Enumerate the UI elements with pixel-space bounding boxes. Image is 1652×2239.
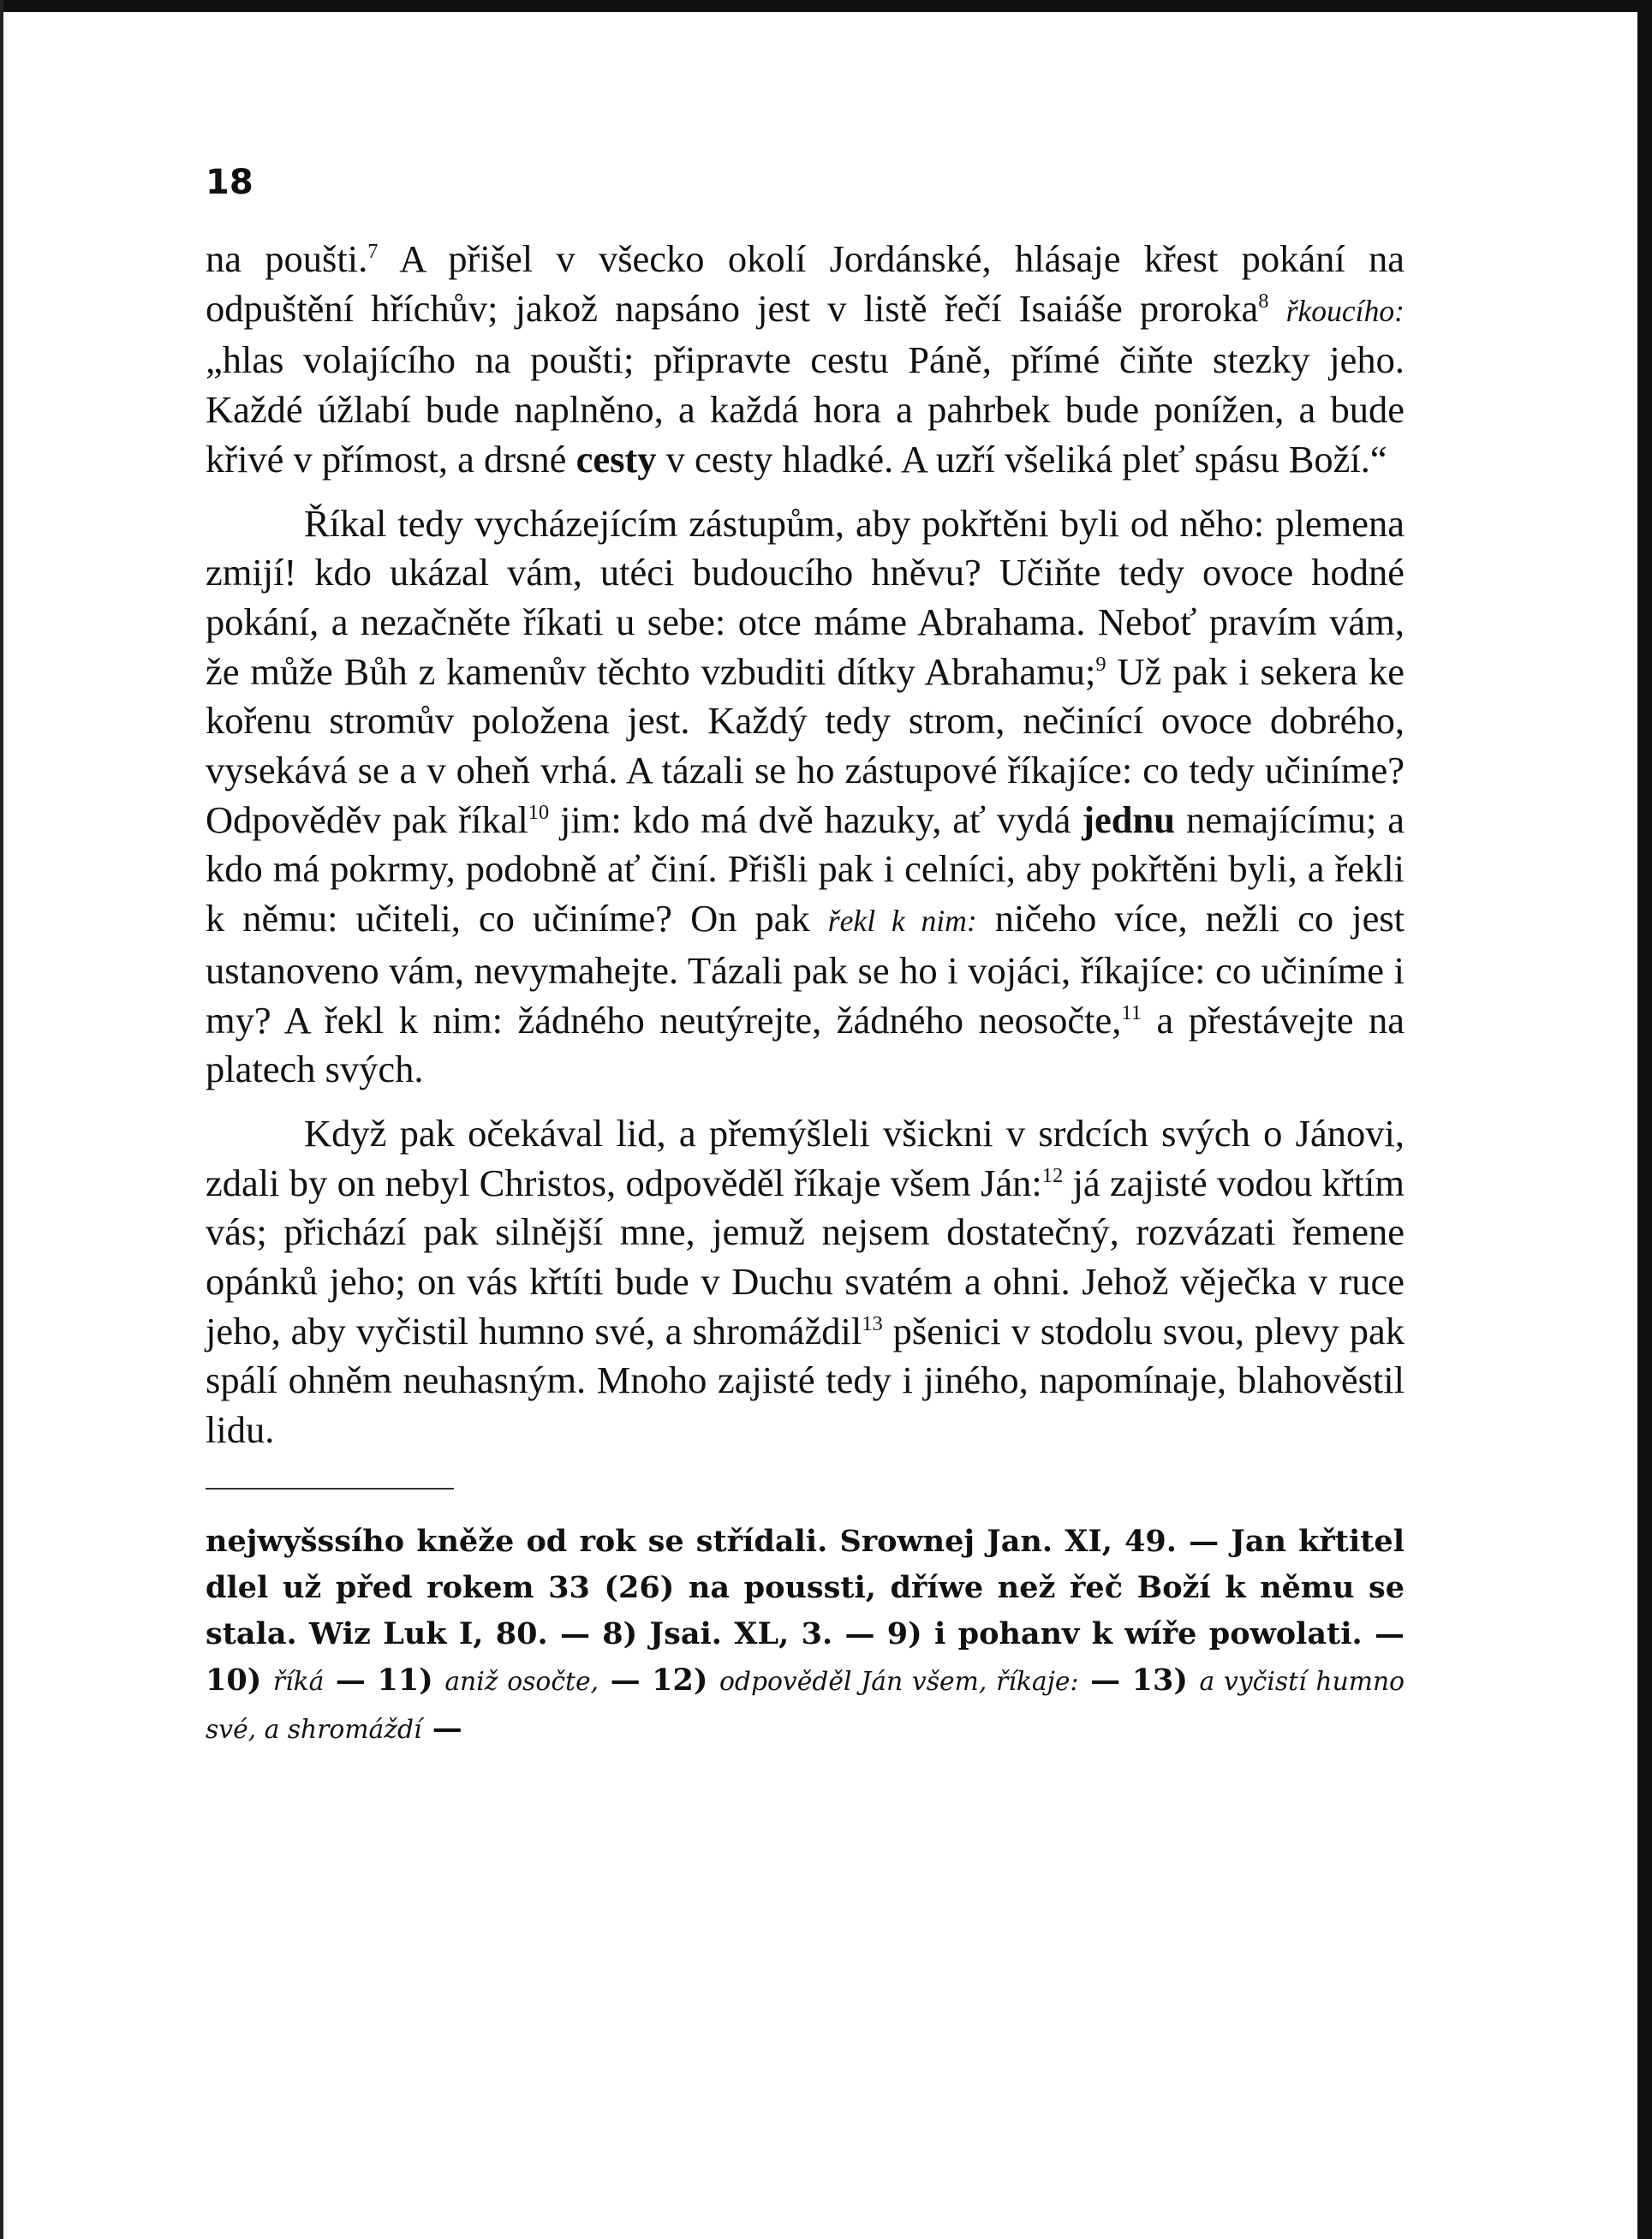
text-run [1269, 287, 1286, 330]
paragraph-1 [206, 235, 1404, 485]
scan-border-left [0, 0, 3, 2239]
footnote-ref-11: 11 [1121, 1000, 1142, 1024]
footnotes [206, 1519, 1404, 1753]
page [206, 163, 1404, 1753]
text-run: v cesty hladké. A uzří všeliká pleť spásu Boží.“ [656, 437, 1387, 481]
footnote-ref-8: 8 [1258, 289, 1269, 313]
footnote-italic: odpověděl Ján všem, říkaje: [719, 1666, 1079, 1697]
text-run: na poušti. [206, 237, 368, 280]
footnote-italic: říká [272, 1666, 325, 1697]
footnote-ref-12: 12 [1041, 1163, 1064, 1187]
footnote-text: — 12) [599, 1662, 719, 1698]
text-run: Říkal tedy vycházejícím zástupům, aby pokřtěni byli od něho: plemena zmijí! kdo ukázal vám, utéci budoucího hněvu? Učiňte tedy ovoce hodné pokání, a nezačněte říkati u sebe: otce máme Abrahama. Neboť pravím vám, že může Bůh z kamenův těchto vzbuditi dítky Abrahamu; [206, 501, 1404, 693]
text-run: A přišel v všecko okolí Jordánské, hlásaje křest pokání na odpuštění hříchův; jakož napsáno jest v listě řečí Isaiáše proroka [206, 237, 1404, 330]
footnote-text: — 11) [324, 1662, 445, 1698]
text-run: jim: kdo má dvě hazuky, ať vydá [549, 797, 1082, 841]
footnote-ref-9: 9 [1095, 652, 1106, 676]
footnote-ref-7: 7 [367, 240, 379, 264]
text-run: Už pak i sekera ke kořenu stromův položena jest. Každý tedy strom, nečinící ovoce dobrého, vysekává se a v oheň vrhá. A tázali se ho zástupové říkajíce: co tedy učiníme? Odpověděv pak říkal [206, 649, 1404, 841]
text-run: ničeho více, nežli co jest ustanoveno vám, nevymahejte. Tázali pak se ho i vojáci, říkajíce: co učiníme i my? A řekl k nim: žádného neutýrejte, žádného neosočte, [206, 897, 1405, 1042]
footnote-ref-13: 13 [862, 1311, 883, 1335]
text-run: a přestávejte na platech svých. [206, 998, 1404, 1091]
footnote-ref-10: 10 [528, 800, 550, 824]
footnote-text: nejwyšssího kněže od rok se střídali. Srownej Jan. XI, 49. — Jan křtitel dlel už před rokem 33 (26) na poussti, dříwe než řeč Boží k němu se stala. Wiz Luk I, 80. — 8) Jsai. XL, 3. — 9) i pohanv k wíře powolati. — 10) [206, 1523, 1404, 1698]
footnote-text: — 13) [1078, 1662, 1200, 1698]
italic-gloss: řkoucího: [1285, 293, 1404, 328]
text-run: Když pak očekával lid, a přemýšleli všickni v srdcích svých o Jánovi, zdali by on nebyl Christos, odpověděl říkaje všem Ján: [206, 1111, 1404, 1204]
text-run: „hlas volajícího na poušti; připravte cestu Páně, přímé čiňte stezky jeho. Každé úžlabí bude naplněno, a každá hora a pahrbek bude ponížen, a bude křivé v přímost, a drsné [206, 338, 1404, 481]
page-number: 18 [206, 163, 253, 202]
footnote-text: — [421, 1710, 462, 1746]
text-run: nemajícímu; a kdo má pokrmy, podobně ať činí. Přišli pak i celníci, aby pokřtěni byli, a řekli k němu: učiteli, co učiníme? On pak [206, 797, 1404, 940]
blackletter-word: jednu [1082, 797, 1176, 841]
footnote-italic: aniž osočte, [444, 1666, 599, 1697]
blackletter-word: cesty [576, 437, 657, 481]
paragraph-3 [206, 1109, 1404, 1455]
italic-gloss: řekl k nim: [827, 904, 977, 939]
text-run: pšenici v stodolu svou, plevy pak spálí ohněm neuhasným. Mnoho zajisté tedy i jiného, napomínaje, blahověstil lidu. [206, 1309, 1404, 1452]
text-run: já zajisté vodou křtím vás; přichází pak silnější mne, jemuž nejsem dostatečný, rozvázati řemene opánků jeho; on vás křtíti bude v Duchu svatém a ohni. Jehož věječka v ruce jeho, aby vyčistil humno své, a shromáždil [206, 1161, 1404, 1352]
footnote-separator [206, 1488, 454, 1490]
scan-border-top [0, 0, 1652, 12]
scan-border-right [1637, 0, 1652, 2239]
paragraph-2 [206, 499, 1404, 1095]
footnote-italic: a vyčistí humno své, a shromáždí [206, 1666, 1405, 1745]
